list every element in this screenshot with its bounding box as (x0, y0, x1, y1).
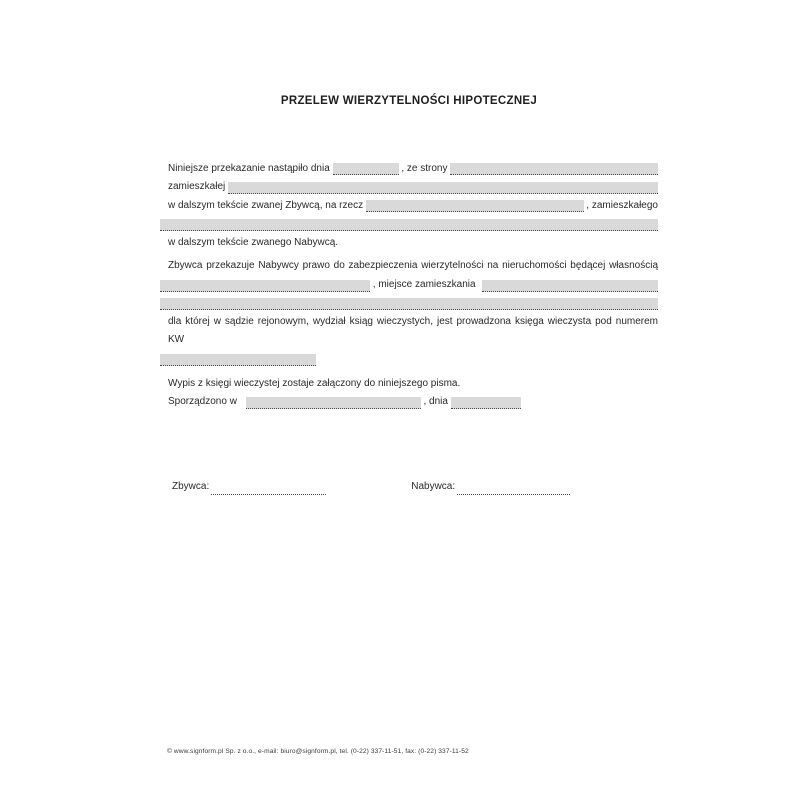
line-excerpt-attached (160, 374, 658, 393)
line-owner-residence (160, 294, 658, 313)
field-owner-residence-2[interactable] (160, 298, 658, 310)
text-transfer-clause: Zbywca przekazuje Nabywcy prawo do zabezpieczenia wierzytelności na nieruchomości będącej własnością (168, 260, 658, 271)
field-drawn-up-place[interactable] (246, 397, 421, 409)
assignee-signature-label: Nabywca: (411, 480, 456, 492)
field-kw-number[interactable] (160, 354, 316, 366)
field-owner-name[interactable] (160, 280, 370, 292)
signature-row (160, 477, 658, 495)
text-residing-m: , zamieszkałego (583, 199, 658, 211)
field-transfer-date[interactable] (333, 163, 399, 175)
text-drawn-up-in: Sporządzono w (168, 396, 240, 408)
text-land-register-clause: dla której w sądzie rejonowym, wydział ksiąg wieczystych, jest prowadzona księga wieczysta pod numerem KW (168, 315, 658, 345)
paragraph-closing (160, 374, 658, 411)
field-assignor-signature[interactable] (211, 483, 326, 495)
text-assignee-called: w dalszym tekście zwanego Nabywcą. (168, 236, 339, 248)
line-transfer-date (160, 159, 658, 178)
line-drawn-up (160, 393, 658, 412)
text-drawn-up-date-label: , dnia (420, 396, 451, 408)
text-excerpt-attached: Wypis z księgi wieczystej zostaje załączony do niniejszego pisma. (168, 377, 461, 389)
text-assignor-called: w dalszym tekście zwanej Zbywcą, na rzecz (168, 199, 366, 211)
footer-publisher-info: © www.signform.pl Sp. z o.o., e-mail: biuro@signform.pl, tel. (0-22) 337-11-51, fax: (0-22) 337-11-52 (167, 748, 469, 755)
text-transfer-before: Niniejsze przekazanie nastąpiło dnia (168, 162, 333, 174)
line-assignee-called (160, 233, 658, 252)
field-assignee-name[interactable] (366, 200, 584, 212)
field-assignee-address[interactable] (160, 219, 658, 231)
assignor-signature-label: Zbywca: (172, 480, 210, 492)
field-owner-residence-1[interactable] (482, 280, 658, 292)
line-owner-name (160, 276, 658, 295)
line-assignee-address (160, 215, 658, 234)
document-title: PRZELEW WIERZYTELNOŚCI HIPOTECZNEJ (280, 95, 538, 107)
paragraph-parties (160, 159, 658, 252)
text-residing-f: zamieszkałej (168, 181, 229, 193)
text-residence-label: , miejsce zamieszkania (370, 279, 476, 291)
paragraph-property (160, 257, 658, 368)
field-drawn-up-date[interactable] (451, 397, 521, 409)
line-assignor-address (160, 178, 658, 197)
field-assignor-address[interactable] (228, 182, 658, 194)
line-assignee-name (160, 196, 658, 215)
field-assignor-name[interactable] (450, 163, 658, 175)
field-assignee-signature[interactable] (457, 483, 570, 495)
text-transfer-after: , ze strony (398, 162, 451, 174)
line-kw-number (160, 350, 658, 369)
